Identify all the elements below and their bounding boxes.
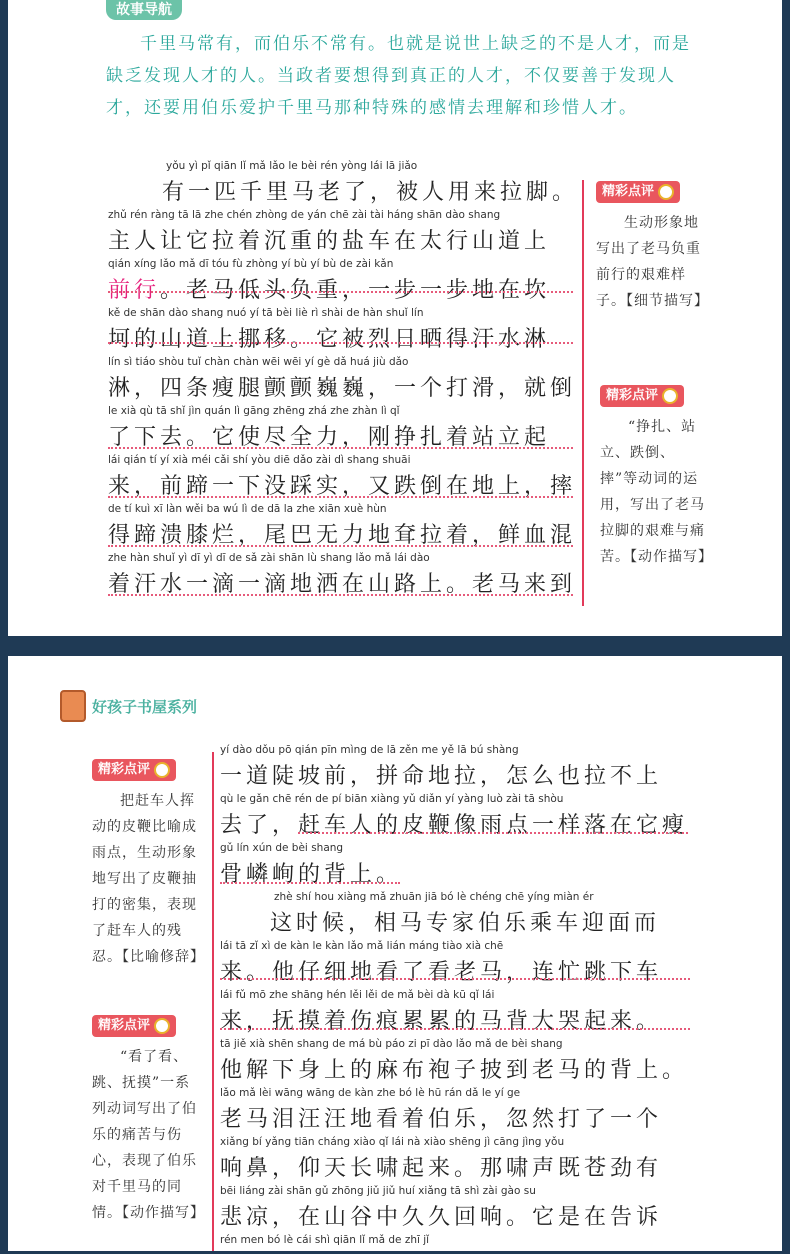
underline-wave	[220, 976, 690, 980]
story-line: le xià qù tā shǐ jìn quán lì gāng zhēng zhá zhe zhàn lì qǐ 了下去。它使尽全力，刚挣扎着站立起	[108, 405, 551, 450]
story-line: lǎo mǎ lèi wāng wāng de kàn zhe bó lè hū rán dǎ le yí ge 老马泪汪汪地看着伯乐，忽然打了一个	[220, 1087, 663, 1132]
underline-wave	[108, 592, 573, 596]
story-guide-tag: 故事导航	[106, 0, 182, 20]
comment-badge: 精彩点评	[92, 759, 176, 781]
underline-wave	[220, 880, 400, 884]
story-line: rén men bó lè cái shì qiān lǐ mǎ de zhī jǐ	[220, 1234, 430, 1246]
comment-box: 精彩点评 “看了看、跳、抚摸”一系列动词写出了伯乐的痛苦与伤心，表现了伯乐对千里马的同情。【动作描写】	[92, 1012, 202, 1226]
underline-wave	[220, 1026, 690, 1030]
comment-box: 精彩点评 生动形象地写出了老马负重前行的艰难样子。【细节描写】	[596, 178, 704, 314]
underline-wave	[108, 340, 573, 344]
story-line: qián xíng lǎo mǎ dī tóu fù zhòng yí bù yí bù de zài kǎn 前行。老马低头负重，一步一步地在坎	[108, 258, 551, 303]
underline-wave	[108, 543, 573, 547]
book-icon	[60, 690, 86, 722]
underline-wave	[108, 289, 573, 293]
comment-box: 精彩点评 “挣扎、站立、跌倒、摔”等动词的运用，写出了老马拉脚的艰难与痛苦。【动作描写】	[600, 382, 708, 570]
alarm-clock-icon	[154, 1018, 170, 1034]
story-line: tā jiě xià shēn shang de má bù páo zi pī dào lǎo mǎ de bèi shang 他解下身上的麻布袍子披到老马的背上。	[220, 1038, 689, 1083]
story-line: lái qián tí yí xià méi cǎi shí yòu diē dǎo zài dì shang shuāi 来，前蹄一下没踩实，又跌倒在地上，摔	[108, 454, 577, 499]
underline-wave	[298, 830, 688, 834]
story-line: lín sì tiáo shòu tuǐ chàn chàn wēi wēi yí gè dǎ huá jiù dǎo 淋，四条瘦腿颤颤巍巍，一个打滑，就倒	[108, 356, 577, 401]
alarm-clock-icon	[154, 762, 170, 778]
highlight-word: 前行	[108, 278, 161, 303]
story-text-block	[220, 744, 690, 1254]
book-page-bottom	[8, 656, 782, 1251]
divider-line	[212, 752, 214, 1251]
story-line: yí dào dǒu pō qián pīn mìng de lā zěn me yě lā bú shàng 一道陡坡前，拼命地拉，怎么也拉不上	[220, 744, 663, 789]
story-line: lái fǔ mō zhe shāng hén lěi lěi de mǎ bèi dà kū qǐ lái 来，抚摸着伤痕累累的马背大哭起来。	[220, 989, 663, 1034]
divider-line	[582, 180, 584, 606]
story-line: de tí kuì xī làn wěi ba wú lì de dā la zhe xiān xuè hùn 得蹄溃膝烂，尾巴无力地耷拉着，鲜血混	[108, 503, 577, 548]
alarm-clock-icon	[662, 388, 678, 404]
story-line: bēi liáng zài shān gǔ zhōng jiǔ jiǔ huí xiǎng tā shì zài gào su 悲凉，在山谷中久久回响。它是在告诉	[220, 1185, 663, 1230]
book-page-top	[8, 0, 782, 636]
story-line: zhe hàn shuǐ yì dī yì dī de sǎ zài shān lù shang lǎo mǎ lái dào 着汗水一滴一滴地洒在山路上。老马来到	[108, 552, 577, 597]
comment-badge: 精彩点评	[596, 181, 680, 203]
comment-badge: 精彩点评	[600, 385, 684, 407]
underline-wave	[108, 445, 573, 449]
comment-box: 精彩点评 把赶车人挥动的皮鞭比喻成雨点，生动形象地写出了皮鞭抽打的密集，表现了赶车人的残忍。【比喻修辞】	[92, 756, 202, 970]
story-line: xiǎng bí yǎng tiān cháng xiào qǐ lái nà xiào shēng jì cāng jìng yǒu 响鼻，仰天长啸起来。那啸声既苍劲有	[220, 1136, 663, 1181]
story-line: kě de shān dào shang nuó yí tā bèi liè rì shài de hàn shuǐ lín 坷的山道上挪移。它被烈日晒得汗水淋	[108, 307, 551, 352]
comment-badge: 精彩点评	[92, 1015, 176, 1037]
story-text-block	[108, 160, 578, 601]
story-line: gǔ lín xún de bèi shang 骨嶙峋的背上。	[220, 842, 403, 887]
story-line: qù le gǎn chē rén de pí biān xiàng yǔ diǎn yí yàng luò zài tā shòu 去了，赶车人的皮鞭像雨点一样落在它瘦	[220, 793, 689, 838]
underline-wave	[108, 494, 573, 498]
story-line: yǒu yì pǐ qiān lǐ mǎ lǎo le bèi rén yòng lái lā jiǎo 有一匹千里马老了，被人用来拉脚。	[162, 160, 579, 205]
story-line: lái tā zǐ xì de kàn le kàn lǎo mǎ lián máng tiào xià chē 来。他仔细地看了看老马，连忙跳下车	[220, 940, 663, 985]
story-line: zhè shí hou xiàng mǎ zhuān jiā bó lè chéng chē yíng miàn ér 这时候，相马专家伯乐乘车迎面而	[270, 891, 661, 936]
story-guide-text: 千里马常有，而伯乐不常有。也就是说世上缺乏的不是人才，而是缺乏发现人才的人。当政者要想得到真正的人才，不仅要善于发现人才，还要用伯乐爱护千里马那种特殊的感情去理解和珍惜人才。	[106, 34, 691, 118]
alarm-clock-icon	[658, 184, 674, 200]
series-header: 好孩子书屋系列	[60, 690, 197, 722]
story-line: zhǔ rén ràng tā lā zhe chén zhòng de yán chē zài tài háng shān dào shang 主人让它拉着沉重的盐车在太行山道上	[108, 209, 551, 254]
